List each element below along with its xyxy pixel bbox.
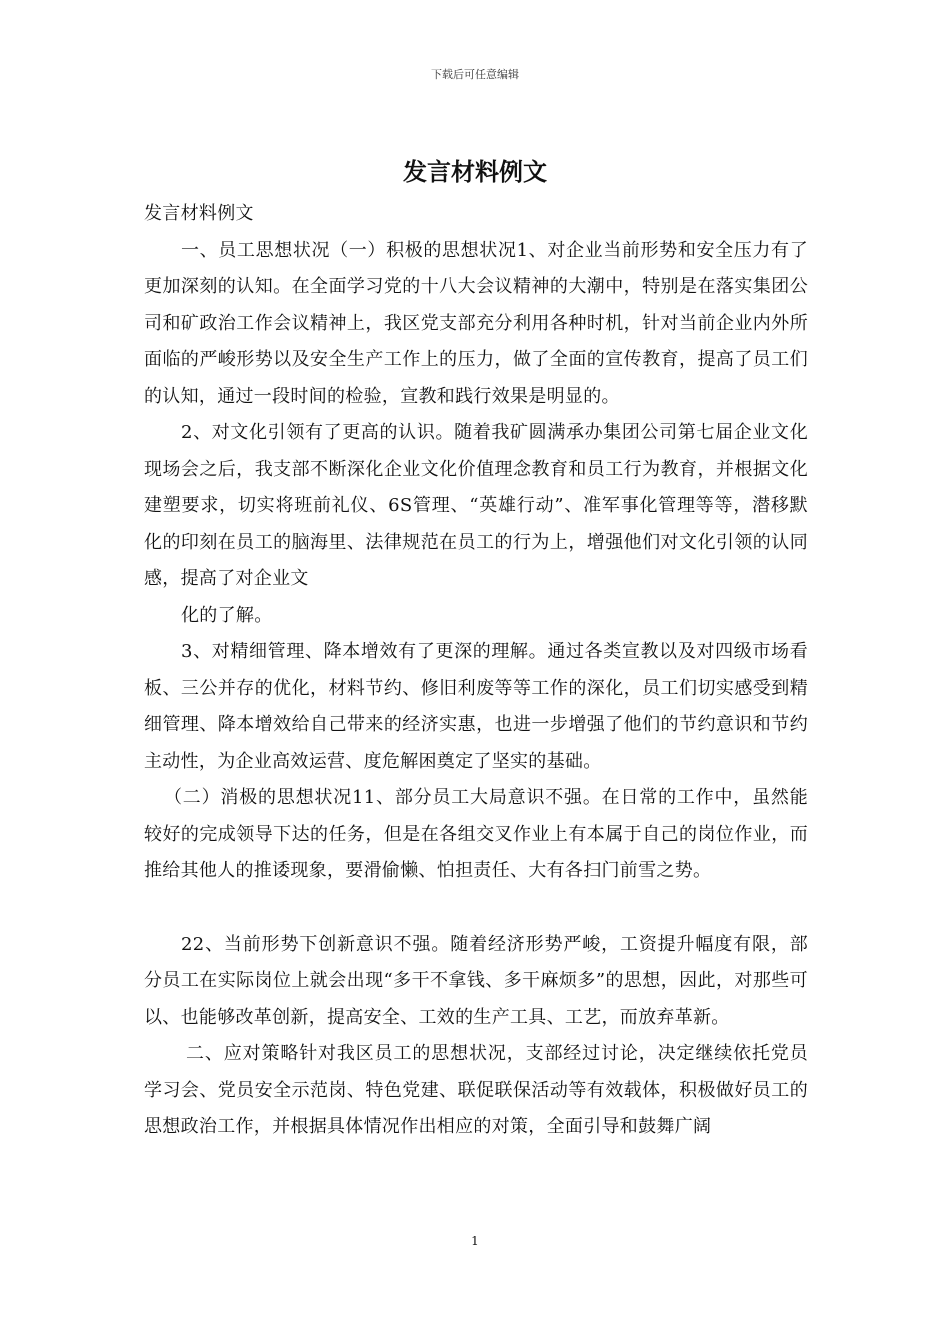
paragraph-employee-thoughts: 一、员工思想状况（一）积极的思想状况1、对企业当前形势和安全压力有了更加深刻的认知。在全面学习党的十八大会议精神的大潮中，特别是在落实集团公司和矿政治工作会议精神上，我区党支部充分利用各种时机，针对当前企业内外所面临的严峻形势以及安全生产工作上的压力，做了全面的宣传教育，提高了员工们的认知，通过一段时间的检验，宣教和践行效果是明显的。 [144,239,808,407]
page-header-note: 下载后可任意编辑 [431,68,519,81]
document-title: 发言材料例文 [403,157,547,186]
document-body [144,196,808,1146]
paragraph-lean-management: 3、对精细管理、降本增效有了更深的理解。通过各类宣教以及对四级市场看板、三公并存的优化，材料节约、修旧利废等等工作的深化，员工们切实感受到精细管理、降本增效给自己带来的经济实惠，也进一步增强了他们的节约意识和节约主动性，为企业高效运营、度危解困奠定了坚实的基础。 [144,641,808,772]
paragraph-culture: 2、对文化引领有了更高的认识。随着我矿圆满承办集团公司第七届企业文化现场会之后，我支部不断深化企业文化价值理念教育和员工行为教育，并根据文化建塑要求，切实将班前礼仪、6S管理、“英雄行动”、准军事化管理等等，潜移默化的印刻在员工的脑海里、法律规范在员工的行为上，增强他们对文化引领的认同感，提高了对企业文 [144,422,808,589]
subtitle-paragraph: 发言材料例文 [144,203,254,224]
page-number: 1 [471,1234,479,1248]
paragraph-negative-thoughts: （二）消极的思想状况11、部分员工大局意识不强。在日常的工作中，虽然能较好的完成领导下达的任务，但是在各组交叉作业上有本属于自己的岗位作业，而推给其他人的推诿现象，要滑偷懒、怕担责任、大有各扫门前雪之势。 [144,787,808,881]
paragraph-culture-continued: 化的了解。 [181,604,273,626]
paragraph-innovation: 22、当前形势下创新意识不强。随着经济形势严峻，工资提升幅度有限，部分员工在实际岗位上就会出现“多干不拿钱、多干麻烦多”的思想，因此，对那些可以、也能够改革创新，提高安全、工效的生产工具、工艺，而放弃革新。 [144,933,808,1028]
paragraph-strategy: 二、应对策略针对我区员工的思想状况，支部经过讨论，决定继续依托党员学习会、党员安全示范岗、特色党建、联促联保活动等有效载体，积极做好员工的思想政治工作，并根据具体情况作出相应的对策，全面引导和鼓舞广阔 [144,1043,808,1137]
